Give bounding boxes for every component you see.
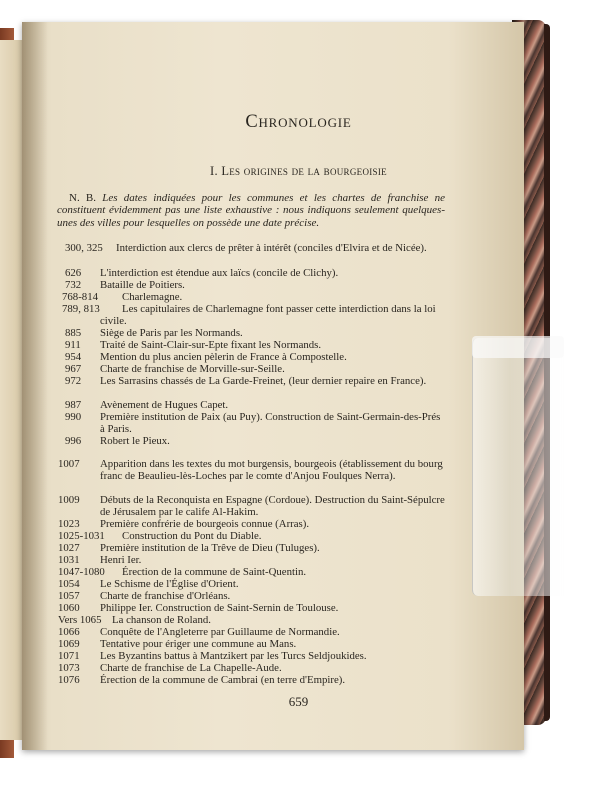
entry-text: Bataille de Poitiers. [100,279,185,291]
entry-text: Érection de la commune de Saint-Quentin. [122,566,307,578]
entry-date: 300, 325 [65,242,103,254]
entry-text: Les capitulaires de Charlemagne font passer cette interdiction dans la loi civile. [100,303,436,327]
entry-date: 1025-1031 [58,530,105,542]
entry-text: Robert le Pieux. [100,435,170,447]
note-prefix: N. B. [69,192,97,204]
entry-date: 990 [65,411,82,423]
entry-date: 1007 [58,458,80,470]
section-heading: I. Les origines de la bourgeoisie [210,164,387,178]
entry-text: Traité de Saint-Clair-sur-Epte fixant les Normands. [100,339,322,351]
page-title: Chronologie [245,112,352,132]
entry-text: Première institution de Paix (au Puy). Construction de Saint-Germain-des-Prés à Paris. [100,411,441,435]
entry-date: 885 [65,327,82,339]
entry-text: Philippe Ier. Construction de Saint-Sernin de Toulouse. [100,602,339,614]
entry-text: Charte de franchise de La Chapelle-Aude. [100,662,282,674]
page-clip-top [472,336,564,358]
entry-date: 1071 [58,650,80,662]
entry-text: Charte de franchise d'Orléans. [100,590,231,602]
entry-text: Tentative pour ériger une commune au Mans. [100,638,297,650]
entry-text: Avènement de Hugues Capet. [100,399,229,411]
entry-text: Charte de franchise de Morville-sur-Seille. [100,363,285,375]
entry-date: Vers 1065 [58,614,102,626]
entry-date: 768-814 [62,291,98,303]
entry-text: Apparition dans les textes du mot burgensis, bourgeois (établissement du bourg franc de Beaulieu-lès-Loches par le comte d'Anjou Foulques Nerra). [100,458,443,482]
entry-text: Siège de Paris par les Normands. [100,327,243,339]
entry-text: Henri Ier. [100,554,142,566]
note-text: Les dates indiquées pour les communes et les chartes de franchise ne constituent évidemment pas une liste exhaustive : nous indiquons seulement quelques-unes des villes pour lesquelles on possède une date précise. [57,192,446,229]
entry-text: Construction du Pont du Diable. [122,530,262,542]
entry-text: Première institution de la Trêve de Dieu (Tuluges). [100,542,320,554]
page-number: 659 [288,694,309,709]
entry-text: Première confrérie de bourgeois connue (Arras). [100,518,310,530]
entry-date: 1031 [58,554,80,566]
entry-date: 732 [65,279,82,291]
entry-date: 996 [65,435,82,447]
entry-text: Les Byzantins battus à Mantzikert par les Turcs Seldjoukides. [100,650,367,662]
entry-date: 1066 [58,626,80,638]
entry-date: 1069 [58,638,80,650]
entry-date: 1054 [58,578,80,590]
entry-date: 789, 813 [62,303,100,315]
entry-text: Le Schisme de l'Église d'Orient. [100,578,239,590]
entry-date: 1073 [58,662,80,674]
entry-date: 1009 [58,494,80,506]
entry-text: Les Sarrasins chassés de La Garde-Freinet, (leur dernier repaire en France). [100,375,427,387]
entry-date: 987 [65,399,82,411]
entry-text: Débuts de la Reconquista en Espagne (Cordoue). Destruction du Saint-Sépulcre de Jérusalem par le calife Al-Hakim. [100,494,445,518]
entry-date: 1060 [58,602,80,614]
entry-text: Conquête de l'Angleterre par Guillaume de Normandie. [100,626,340,638]
entry-text: L'interdiction est étendue aux laïcs (concile de Clichy). [100,267,339,279]
entry-date: 967 [65,363,82,375]
entry-date: 1047-1080 [58,566,105,578]
entry-date: 954 [65,351,82,363]
entry-text: Interdiction aux clercs de prêter à intérêt (conciles d'Elvira et de Nicée). [116,242,427,254]
entry-date: 972 [65,375,82,387]
entry-date: 1057 [58,590,80,602]
entry-date: 911 [65,339,81,351]
entry-date: 1023 [58,518,80,530]
entry-text: Mention du plus ancien pèlerin de France à Compostelle. [100,351,347,363]
entry-text: Érection de la commune de Cambrai (en terre d'Empire). [100,674,346,686]
entry-date: 626 [65,267,82,279]
entry-text: La chanson de Roland. [112,614,211,626]
editorial-note [57,192,445,229]
entry-text: Charlemagne. [122,291,183,303]
entry-date: 1076 [58,674,80,686]
entry-date: 1027 [58,542,80,554]
page-clip [472,338,565,596]
